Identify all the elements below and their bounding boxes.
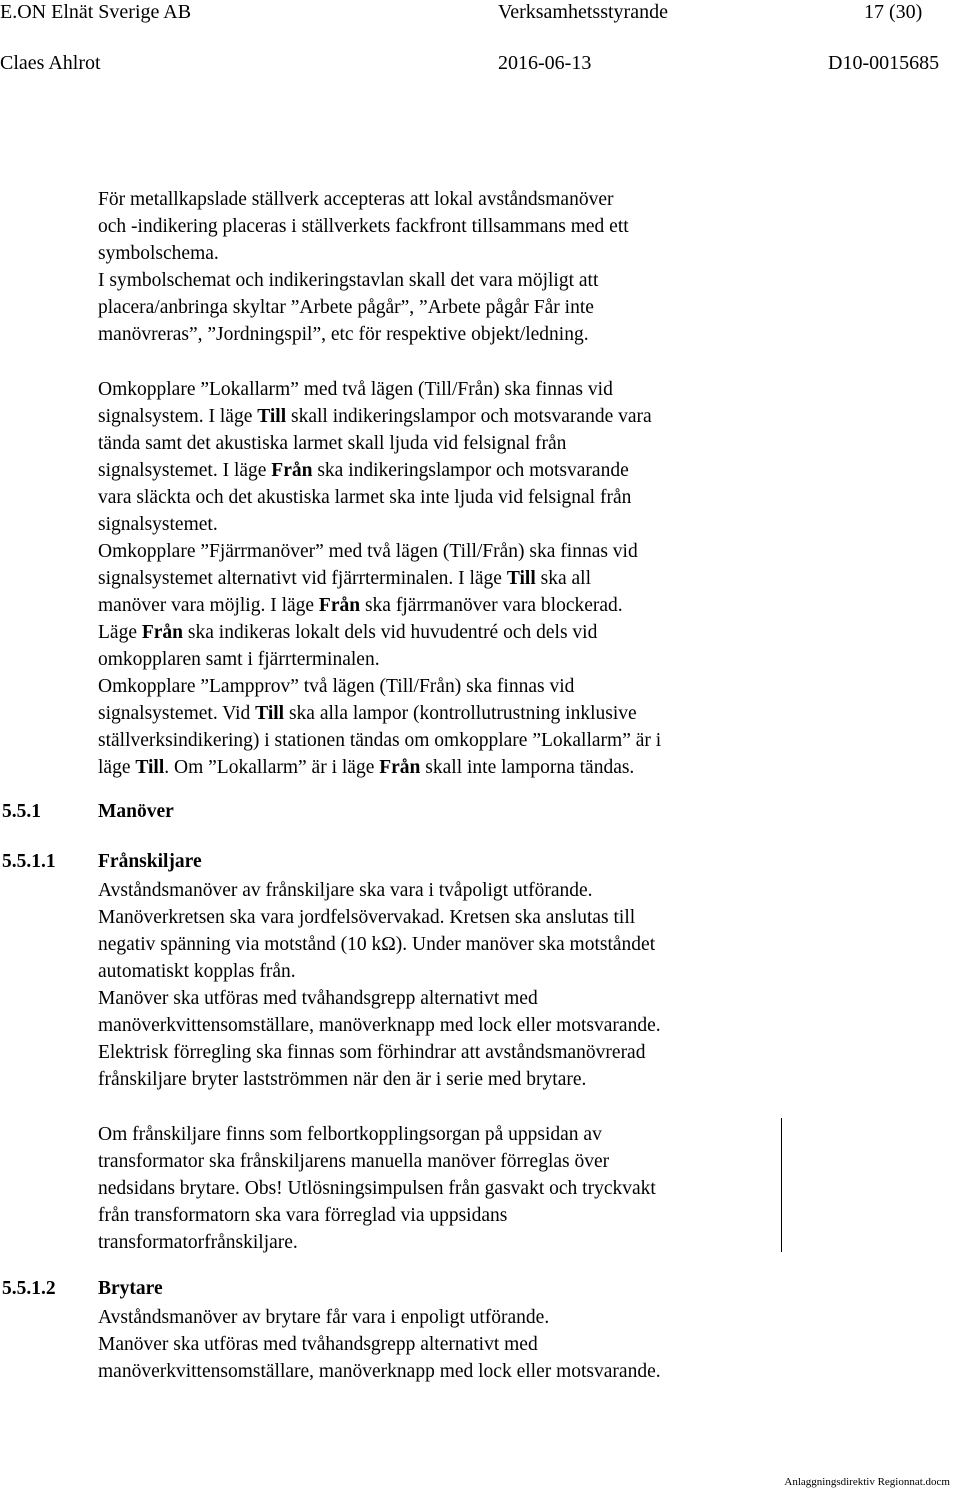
text: signalsystemet alternativt vid fjärrterminalen. I läge bbox=[98, 568, 507, 589]
text: ska fjärrmanöver vara blockerad. bbox=[360, 595, 623, 616]
document-date: 2016-06-13 bbox=[498, 52, 592, 74]
footer-filename: Anlaggningsdirektiv Regionnat.docm bbox=[784, 1476, 950, 1488]
bold-term: Till bbox=[257, 406, 287, 427]
text: läge bbox=[98, 757, 136, 778]
bold-term: Från bbox=[379, 757, 421, 778]
text: . Om ”Lokallarm” är i läge bbox=[164, 757, 380, 778]
document-id: D10-0015685 bbox=[828, 52, 940, 74]
text-line: I symbolschemat och indikeringstavlan skall det vara möjligt att bbox=[98, 270, 599, 291]
text: ska all bbox=[535, 568, 591, 589]
text: ska alla lampor (kontrollutrustning inklusive bbox=[284, 703, 637, 724]
text-line bbox=[98, 565, 798, 592]
text-line: Manöverkretsen ska vara jordfelsövervakad. Kretsen ska anslutas till bbox=[98, 907, 636, 928]
bold-term: Från bbox=[141, 622, 184, 643]
text: signalsystemet. I läge bbox=[98, 460, 272, 481]
text-line: Omkopplare ”Lampprov” två lägen (Till/Från) ska finnas vid bbox=[98, 676, 575, 697]
subsection-number: 5.5.1.2 bbox=[2, 1278, 56, 1299]
company-name: E.ON Elnät Sverige AB bbox=[0, 1, 192, 23]
revision-change-bar bbox=[781, 1118, 782, 1252]
text: skall indikeringslampor och motsvarande vara bbox=[286, 406, 652, 427]
subsection-number: 5.5.1.1 bbox=[2, 851, 56, 872]
text-line: och -indikering placeras i ställverkets fackfront tillsammans med ett bbox=[98, 216, 629, 237]
text: signalsystemet. Vid bbox=[98, 703, 256, 724]
text-line: tända samt det akustiska larmet skall ljuda vid felsignal från bbox=[98, 433, 567, 454]
text-line: manöverkvittensomställare, manöverknapp med lock eller motsvarande. bbox=[98, 1015, 661, 1036]
bold-term: Till bbox=[255, 703, 285, 724]
text-line bbox=[98, 403, 798, 430]
text-line: Omkopplare ”Fjärrmanöver” med två lägen (Till/Från) ska finnas vid bbox=[98, 541, 638, 562]
text: Läge bbox=[98, 622, 142, 643]
section-title: Manöver bbox=[98, 801, 174, 822]
text-line: transformator ska frånskiljarens manuella manöver förreglas över bbox=[98, 1151, 610, 1172]
bold-term: Till bbox=[506, 568, 536, 589]
text-line: Omkopplare ”Lokallarm” med två lägen (Till/Från) ska finnas vid bbox=[98, 379, 613, 400]
subsection-title: Frånskiljare bbox=[98, 851, 202, 872]
text-line bbox=[98, 619, 798, 646]
text: manöver vara möjlig. I läge bbox=[98, 595, 319, 616]
text-line: Om frånskiljare finns som felbortkopplingsorgan på uppsidan av bbox=[98, 1124, 602, 1145]
text-line: För metallkapslade ställverk accepteras att lokal avståndsmanöver bbox=[98, 189, 614, 210]
text-line: nedsidans brytare. Obs! Utlösningsimpulsen från gasvakt och tryckvakt bbox=[98, 1178, 656, 1199]
text-line: vara släckta och det akustiska larmet ska inte ljuda vid felsignal från bbox=[98, 487, 632, 508]
bold-term: Från bbox=[318, 595, 361, 616]
text-line: Elektrisk förregling ska finnas som förhindrar att avståndsmanövrerad bbox=[98, 1042, 646, 1063]
text-line bbox=[98, 592, 798, 619]
text-line: negativ spänning via motstånd (10 kΩ). Under manöver ska motståndet bbox=[98, 934, 656, 955]
text-line: manövreras”, ”Jordningspil”, etc för respektive objekt/ledning. bbox=[98, 324, 589, 345]
section-number: 5.5.1 bbox=[2, 801, 41, 822]
text-line: placera/anbringa skyltar ”Arbete pågår”, ”Arbete pågår Får inte bbox=[98, 297, 594, 318]
text-line: Manöver ska utföras med tvåhandsgrepp alternativt med bbox=[98, 1334, 538, 1355]
text-line: Manöver ska utföras med tvåhandsgrepp alternativt med bbox=[98, 988, 538, 1009]
intro-paragraph bbox=[98, 186, 798, 348]
text: ska indikeringslampor och motsvarande bbox=[312, 460, 629, 481]
switches-paragraph bbox=[98, 376, 798, 781]
text: signalsystem. I läge bbox=[98, 406, 258, 427]
text-line: symbolschema. bbox=[98, 243, 219, 264]
text-line: Avståndsmanöver av brytare får vara i enpoligt utförande. bbox=[98, 1307, 550, 1328]
text-line: frånskiljare bryter lastströmmen när den är i serie med brytare. bbox=[98, 1069, 587, 1090]
text-line: omkopplaren samt i fjärrterminalen. bbox=[98, 649, 380, 670]
text-line: ställverksindikering) i stationen tändas om omkopplare ”Lokallarm” är i bbox=[98, 730, 662, 751]
author: Claes Ahlrot bbox=[0, 52, 101, 74]
text: ska indikeras lokalt dels vid huvudentré och dels vid bbox=[183, 622, 598, 643]
text: skall inte lamporna tändas. bbox=[420, 757, 635, 778]
text-line: från transformatorn ska vara förreglad via uppsidans bbox=[98, 1205, 508, 1226]
bold-term: Till bbox=[135, 757, 165, 778]
disconnector-note-paragraph bbox=[98, 1121, 798, 1256]
text-line: transformatorfrånskiljare. bbox=[98, 1232, 298, 1253]
bold-term: Från bbox=[271, 460, 313, 481]
text-line bbox=[98, 754, 798, 781]
text-line: Avståndsmanöver av frånskiljare ska vara i tvåpoligt utförande. bbox=[98, 880, 593, 901]
text-line bbox=[98, 700, 798, 727]
breaker-paragraph bbox=[98, 1304, 798, 1385]
document-category: Verksamhetsstyrande bbox=[498, 1, 668, 23]
text-line: manöverkvittensomställare, manöverknapp med lock eller motsvarande. bbox=[98, 1361, 661, 1382]
subsection-title: Brytare bbox=[98, 1278, 163, 1299]
text-line: signalsystemet. bbox=[98, 514, 218, 535]
text-line: automatiskt kopplas från. bbox=[98, 961, 296, 982]
page-number: 17 (30) bbox=[864, 1, 923, 23]
disconnector-paragraph bbox=[98, 877, 798, 1093]
text-line bbox=[98, 457, 798, 484]
